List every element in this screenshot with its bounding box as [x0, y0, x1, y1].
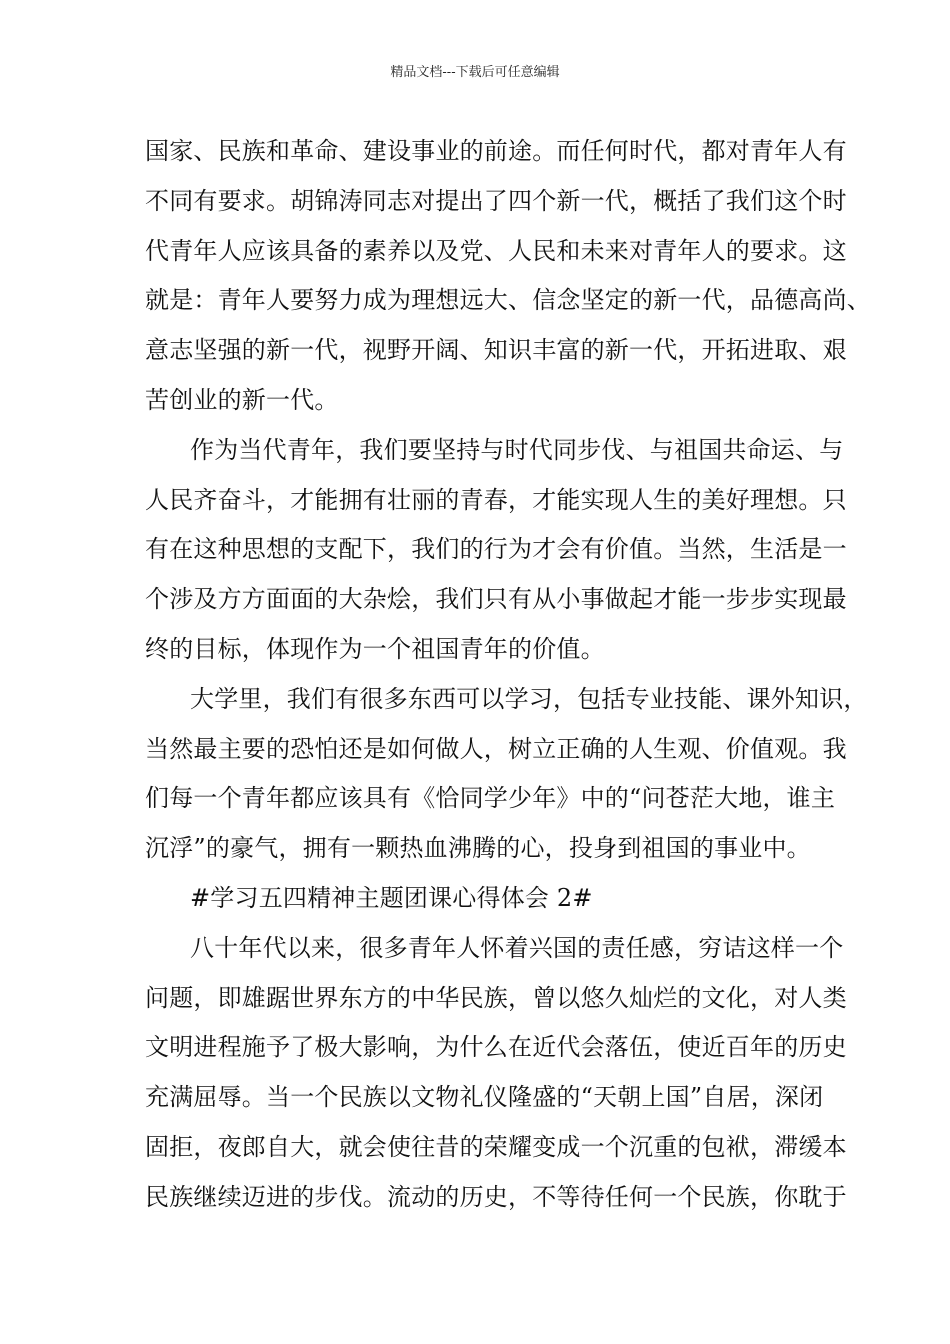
text-line: 当然最主要的恐怕还是如何做人，树立正确的人生观、价值观。我: [145, 734, 847, 763]
text-line: 代青年人应该具备的素养以及党、人民和未来对青年人的要求。这: [145, 236, 847, 265]
text-line: 国家、民族和革命、建设事业的前途。而任何时代，都对青年人有: [145, 137, 847, 165]
text-line: 文明进程施予了极大影响，为什么在近代会落伍，使近百年的历史: [145, 1033, 847, 1062]
text-line: 作为当代青年，我们要坚持与时代同步伐、与祖国共命运、与: [190, 435, 844, 464]
text-line: 八十年代以来，很多青年人怀着兴国的责任感，穷诘这样一个: [190, 933, 844, 962]
text-line: 不同有要求。胡锦涛同志对提出了四个新一代，概括了我们这个时: [145, 186, 847, 215]
text-line: 意志坚强的新一代，视野开阔、知识丰富的新一代，开拓进取、艰: [145, 336, 847, 365]
text-line: 问题，即雄踞世界东方的中华民族，曾以悠久灿烂的文化，对人类: [145, 983, 847, 1012]
text-line: #学习五四精神主题团课心得体会 2#: [190, 883, 593, 912]
text-line: 就是：青年人要努力成为理想远大、信念坚定的新一代，品德高尚、: [145, 286, 871, 315]
page-header: 精品文档---下载后可任意编辑: [390, 65, 560, 80]
text-line: 大学里，我们有很多东西可以学习，包括专业技能、课外知识，: [190, 684, 868, 713]
text-line: 民族继续迈进的步伐。流动的历史，不等待任何一个民族，你耽于: [145, 1182, 847, 1211]
text-line: 充满屈辱。当一个民族以文物礼仪隆盛的“天朝上国”自居，深闭: [145, 1083, 824, 1112]
text-line: 沉浮”的豪气，拥有一颗热血沸腾的心，投身到祖国的事业中。: [145, 834, 811, 863]
text-line: 人民齐奋斗，才能拥有壮丽的青春，才能实现人生的美好理想。只: [145, 485, 847, 514]
text-line: 有在这种思想的支配下，我们的行为才会有价值。当然，生活是一: [145, 535, 847, 564]
text-line: 个涉及方方面面的大杂烩，我们只有从小事做起才能一步步实现最: [145, 585, 847, 614]
document-body: [145, 127, 871, 1223]
text-line: 终的目标，体现作为一个祖国青年的价值。: [145, 634, 605, 663]
text-line: 们每一个青年都应该具有《恰同学少年》中的“问苍茫大地，谁主: [145, 784, 836, 813]
text-line: 苦创业的新一代。: [145, 385, 339, 414]
text-line: 固拒，夜郎自大，就会使往昔的荣耀变成一个沉重的包袱，滞缓本: [145, 1132, 847, 1161]
